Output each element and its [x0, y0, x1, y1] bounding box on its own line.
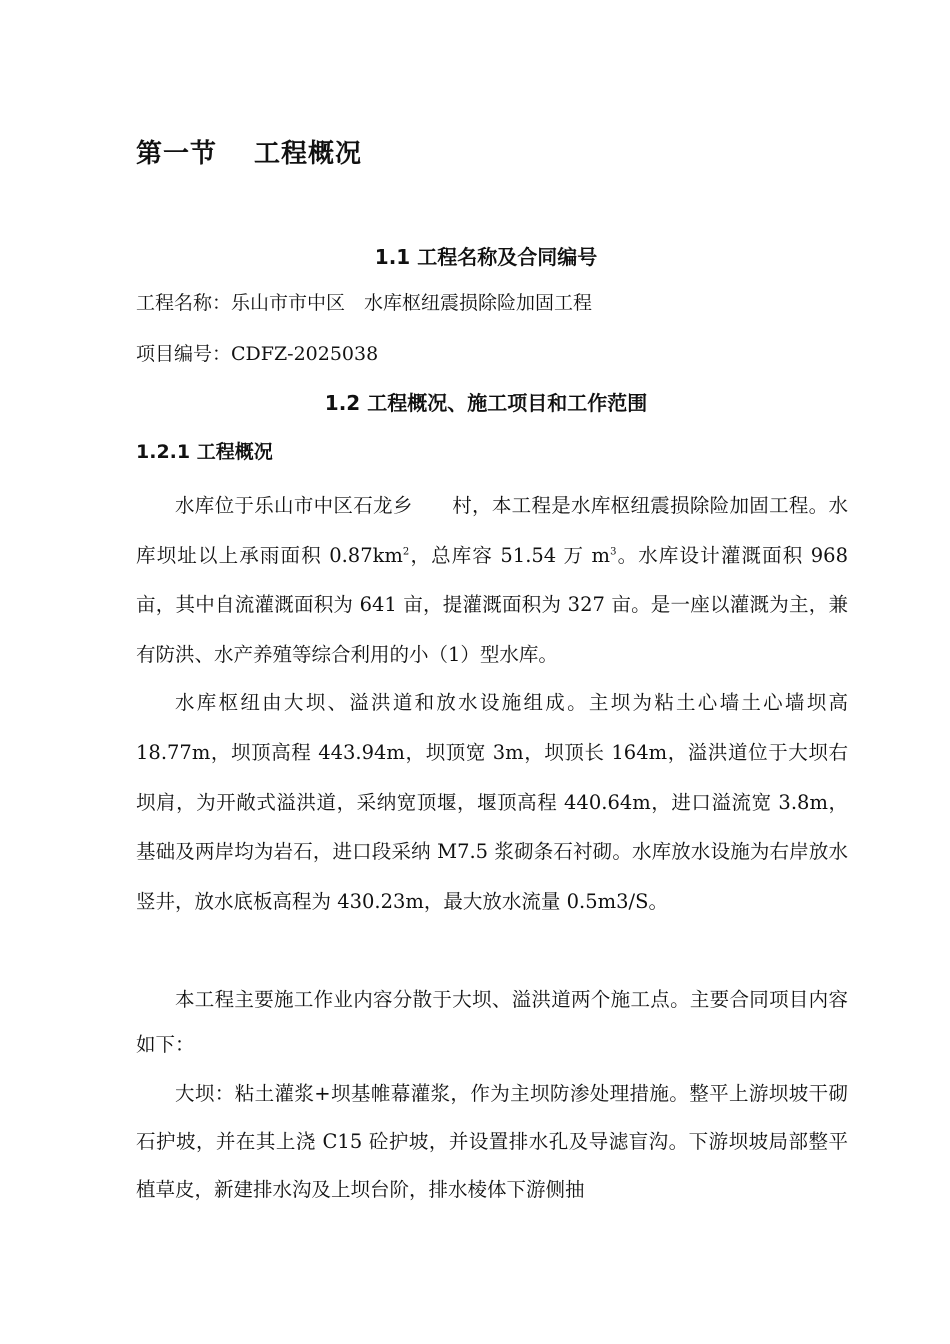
paragraph-construction-scope: 本工程主要施工作业内容分散于大坝、溢洪道两个施工点。主要合同项目内容如下：: [136, 988, 848, 1056]
section-heading-1-2: 1.2 工程概况、施工项目和工作范围: [324, 391, 648, 415]
superscript-cube: 3: [610, 546, 617, 557]
subsection-heading-1-2-1: 1.2.1 工程概况: [136, 441, 273, 463]
project-name-line: 工程名称：乐山市市中区 水库枢纽震损除险加固工程: [136, 292, 593, 314]
paragraph-reservoir-location: [136, 481, 848, 679]
paragraph-1-text-a: 水库位于乐山市中区石龙乡 村，本工程是水库枢纽震损除险加固工程。水库坝址以上承雨面积 0.87km: [136, 494, 848, 567]
superscript-square: 2: [402, 546, 410, 557]
section-heading-1-1: 1.1 工程名称及合同编号: [374, 245, 598, 269]
paragraph-1-text-b: ，总库容 51.54 万 m: [409, 543, 611, 567]
chapter-title: 第一节 工程概况: [136, 139, 363, 169]
paragraph-reservoir-structure: 水库枢纽由大坝、溢洪道和放水设施组成。主坝为粘土心墙土心墙坝高 18.77m，坝顶高程 443.94m，坝顶宽 3m，坝顶长 164m，溢洪道位于大坝右坝肩，为开敞式溢洪道，采纳宽顶堰，堰顶高程 440.64m，进口溢流宽 3.8m，基础及两岸均为岩石，进口段采纳 M7.5 浆砌条石衬砌。水库放水设施为右岸放水竖井，放水底板高程为 430.23m，最大放水流量 0.5m3/S。: [136, 691, 848, 914]
paragraph-dam-works: 大坝：粘土灌浆+坝基帷幕灌浆，作为主坝防渗处理措施。整平上游坝坡干砌石护坡，并在其上浇 C15 砼护坡，并设置排水孔及导滤盲沟。下游坝坡局部整平植草皮，新建排水沟及上坝台阶，排水棱体下游侧抽: [136, 1082, 848, 1201]
paragraph-1-text-c: 。水库设计灌溉面积 968 亩，其中自流灌溉面积为 641 亩，提灌溉面积为 327 亩。是一座以灌溉为主，兼有防洪、水产养殖等综合利用的小（1）型水库。: [136, 543, 848, 666]
project-id-line: 项目编号：CDFZ-2025038: [136, 343, 379, 365]
